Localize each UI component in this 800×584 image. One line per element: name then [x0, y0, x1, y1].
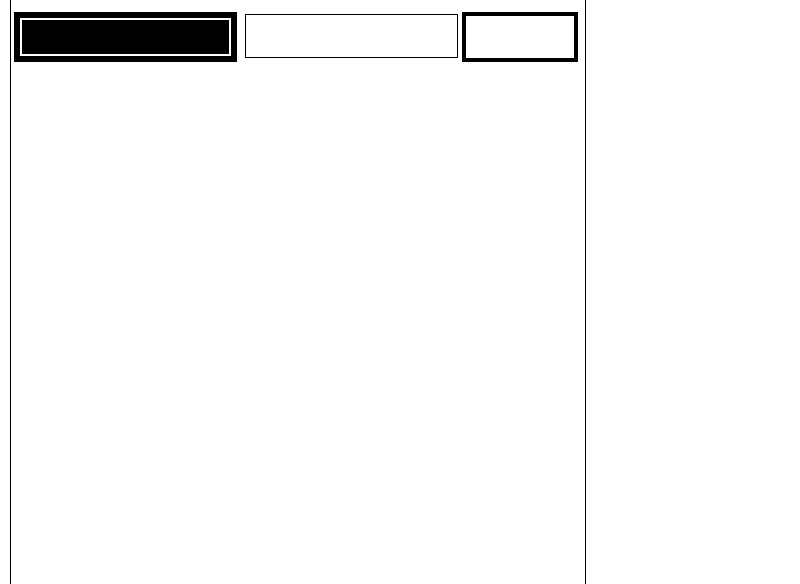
info-sidebar: [598, 52, 798, 129]
month-banner: [14, 12, 237, 62]
year-title: [466, 16, 574, 58]
month-title: [20, 18, 231, 56]
title-box: [245, 14, 458, 58]
calendar-grid: [10, 64, 576, 584]
year-banner: [462, 12, 578, 62]
